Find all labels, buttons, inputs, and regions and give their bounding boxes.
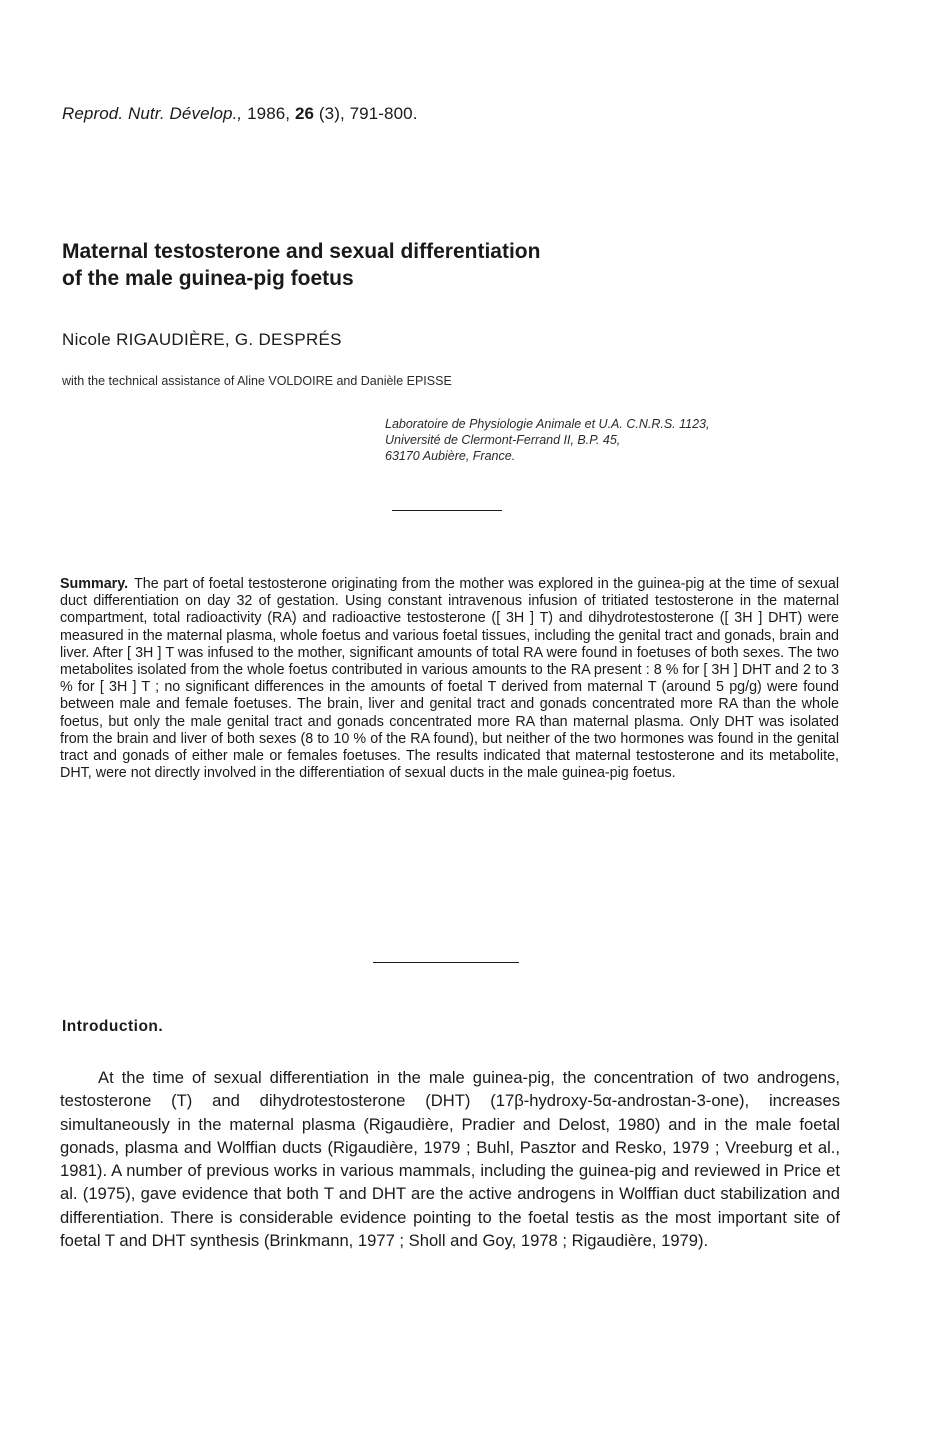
summary-abstract (60, 576, 839, 782)
summary-text: The part of foetal testosterone originating from the mother was explored in the guinea-pig at the time of sexual duct differentiation on day 32 of gestation. Using constant intravenous infusion of tritiated testosterone in the maternal compartment, total radioactivity (RA) and radioactive testosterone ([ 3H ] T) and dihydrotestosterone ([ 3H ] DHT) were measured in the maternal plasma, whole foetus and various foetal tissues, including the genital tract and gonads, brain and liver. After [ 3H ] T was infused to the mother, significant amounts of total RA were found in foetuses of both sexes. The two metabolites isolated from the whole foetus contributed in various amounts to the RA present : 8 % for [ 3H ] DHT and 2 to 3 % for [ 3H ] T ; no significant differences in the amounts of foetal T derived from maternal T (around 5 pg/g) were found between male and female foetuses. The brain, liver and genital tract and gonads concentrated more RA than the whole foetus, but only the male genital tract and gonads concentrated more RA than maternal plasma. Only DHT was isolated from the brain and liver of both sexes (8 to 10 % of the RA found), but neither of the two hormones was found in the genital tract and gonads of either male or females foetuses. The results indicated that maternal testosterone and its metabolite, DHT, were not directly involved in the differentiation of sexual ducts in the male guinea-pig foetus. (60, 576, 839, 782)
journal-name: Reprod. Nutr. Dévelop., (62, 104, 243, 123)
title-line-1: Maternal testosterone and sexual differentiation (62, 240, 541, 263)
citation-pages: (3), 791-800. (318, 104, 418, 123)
divider-rule-top (392, 510, 502, 511)
paper-title (62, 238, 822, 292)
divider-rule-bottom (373, 962, 519, 963)
affiliation-line-2: Université de Clermont-Ferrand II, B.P. 45, (385, 433, 621, 447)
summary-label: Summary. (60, 576, 129, 592)
citation-volume: 26 (294, 104, 315, 123)
technical-assistance-note: with the technical assistance of Aline VOLDOIRE and Danièle EPISSE (62, 374, 452, 388)
citation-year: 1986, (247, 104, 291, 123)
journal-citation (62, 104, 418, 124)
title-line-2: of the male guinea-pig foetus (62, 267, 354, 290)
affiliation-line-3: 63170 Aubière, France. (385, 449, 516, 463)
affiliation-line-1: Laboratoire de Physiologie Animale et U.A. C.N.R.S. 1123, (385, 417, 710, 431)
introduction-heading: Introduction. (62, 1018, 164, 1035)
affiliation-block (385, 416, 709, 464)
author-list: Nicole RIGAUDIÈRE, G. DESPRÉS (62, 330, 342, 349)
introduction-paragraph: At the time of sexual differentiation in the male guinea-pig, the concentration of two androgens, testosterone (T) and dihydrotestosterone (DHT) (17β-hydroxy-5α-androstan-3-one), increases simultaneously in the maternal plasma (Rigaudière, Pradier and Delost, 1980) and in the male foetal gonads, plasma and Wolffian ducts (Rigaudière, 1979 ; Buhl, Pasztor and Resko, 1979 ; Vreeburg et al., 1981). A number of previous works in various mammals, including the guinea-pig and reviewed in Price et al. (1975), gave evidence that both T and DHT are the active androgens in Wolffian duct stabilization and differentiation. There is considerable evidence pointing to the foetal testis as the most important site of foetal T and DHT synthesis (Brinkmann, 1977 ; Sholl and Goy, 1978 ; Rigaudière, 1979). (60, 1068, 840, 1251)
